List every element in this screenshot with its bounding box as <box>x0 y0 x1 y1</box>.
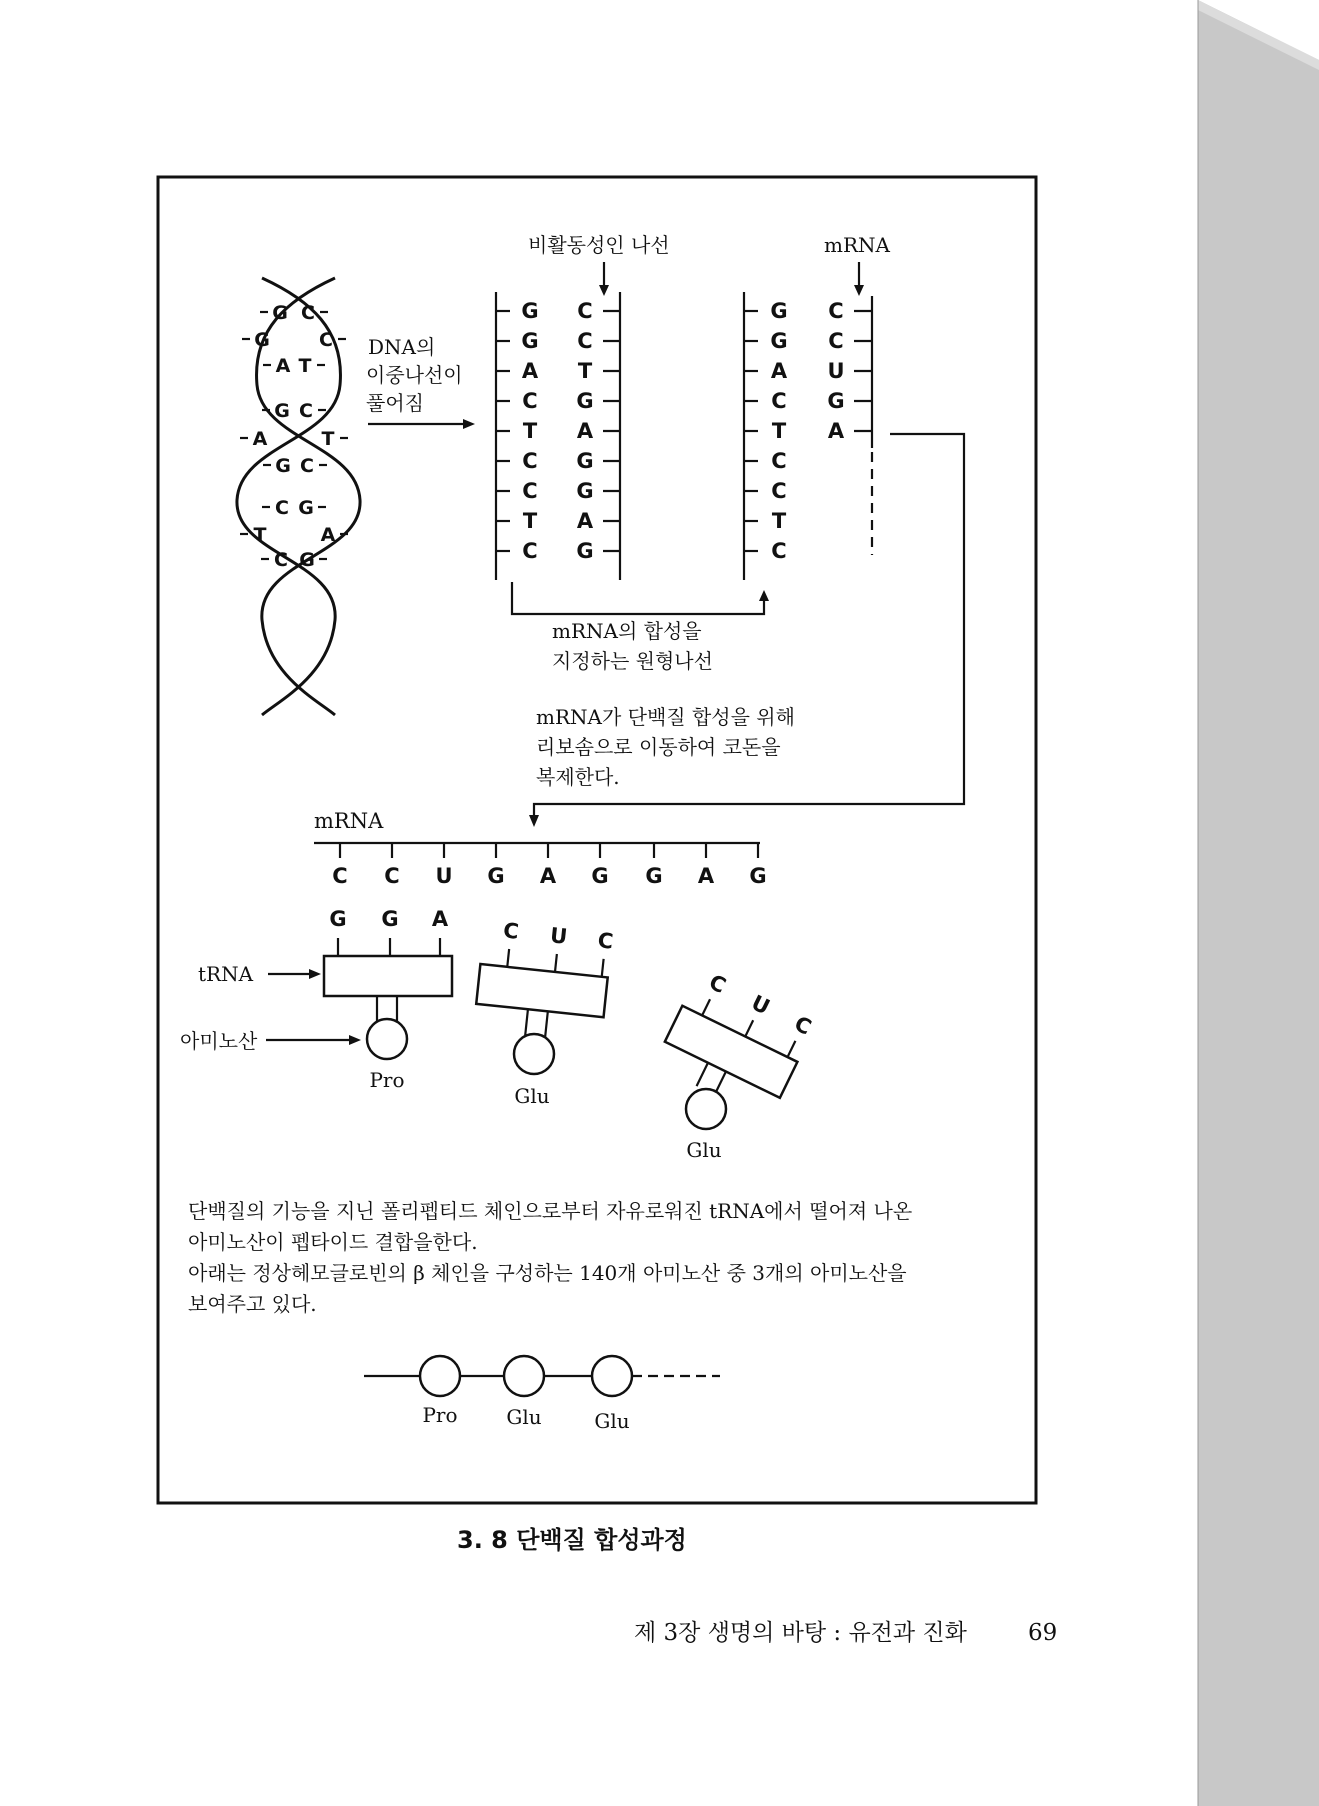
dna-unwind-label <box>366 335 475 429</box>
trna-1 <box>324 907 452 1092</box>
mrna-strand <box>314 843 767 888</box>
left-strand-base-5: T <box>522 419 538 443</box>
amino-acid-label: 아미노산 <box>180 1029 258 1053</box>
inactive-strand-base-9: G <box>576 539 594 563</box>
left-strand-base-6: C <box>522 449 538 473</box>
mrna-top-label: mRNA <box>824 233 890 257</box>
template-strand-base-9: C <box>771 539 787 563</box>
inactive-strand-base-5: A <box>576 419 594 443</box>
trna-1-amino-acid <box>367 1019 407 1059</box>
figure-caption: 3. 8 단백질 합성과정 <box>457 1526 687 1554</box>
dna-base-6-right: C <box>300 455 314 477</box>
page-number: 69 <box>1028 1620 1058 1646</box>
trna-label: tRNA <box>198 962 254 986</box>
left-strand-base-2: G <box>521 329 539 353</box>
chain-amino-1 <box>420 1356 460 1396</box>
chain-label-2: Glu <box>506 1405 542 1429</box>
mrna-strand-base-5: A <box>539 864 557 888</box>
dna-base-5-right: T <box>321 428 335 450</box>
dna-base-3-left: A <box>275 355 291 377</box>
template-label-line-2: 지정하는 원형나선 <box>552 649 713 673</box>
unwound-inactive-strand <box>576 292 620 580</box>
trna-1-base-3: A <box>431 907 449 931</box>
mrna-strand-base-4: G <box>487 864 505 888</box>
dna-base-9-right: G <box>299 549 315 571</box>
trna-1-amino-label: Pro <box>369 1068 405 1092</box>
dna-base-1-left: G <box>272 302 288 324</box>
mrna-strand-base-3: U <box>435 864 453 888</box>
left-strand-base-1: G <box>521 299 539 323</box>
dna-label-line-1: DNA의 <box>368 335 436 359</box>
mrna-strand-base-8: A <box>697 864 715 888</box>
inactive-strand-base-7: G <box>576 479 594 503</box>
dna-base-4-left: G <box>274 400 290 422</box>
inactive-strand-base-4: G <box>576 389 594 413</box>
dna-base-7-left: C <box>275 497 289 519</box>
inactive-strand-label: 비활동성인 나선 <box>528 233 670 257</box>
transport-note-line-3: 복제한다. <box>536 765 620 789</box>
trna-2-amino-label: Glu <box>514 1084 550 1108</box>
left-strand-base-4: C <box>522 389 538 413</box>
unwound-left-strand <box>496 292 539 580</box>
template-strand-base-7: C <box>771 479 787 503</box>
trna-3-body <box>665 1006 798 1098</box>
template-strand-base-8: T <box>771 509 787 533</box>
trna-3-amino-acid <box>686 1089 726 1129</box>
trna-2-base-3: C <box>596 928 615 954</box>
mrna-top-strand <box>827 296 872 555</box>
description-line-4: 보여주고 있다. <box>188 1292 317 1316</box>
template-strand-base-5: T <box>771 419 787 443</box>
dna-base-1-right: C <box>301 302 315 324</box>
trna-3-base-3: C <box>790 1011 816 1040</box>
left-strand-base-8: T <box>522 509 538 533</box>
chain-label-1: Pro <box>422 1403 458 1427</box>
template-strand-base-3: A <box>770 359 788 383</box>
dna-double-helix <box>237 278 360 715</box>
mrna-strand-base-9: G <box>749 864 767 888</box>
dna-base-2-right: C <box>319 329 333 351</box>
trna-3-base-2: U <box>747 990 774 1020</box>
template-strand-base-4: C <box>771 389 787 413</box>
trna-3 <box>653 964 818 1122</box>
trna-2-base-1: C <box>502 918 520 944</box>
trna-3-base-1: C <box>705 969 730 999</box>
description-line-2: 아미노산이 펩타이드 결합을한다. <box>188 1230 478 1254</box>
chapter-title: 제 3장 생명의 바탕 : 유전과 진화 <box>634 1620 967 1646</box>
template-bracket <box>512 582 769 614</box>
template-strand <box>744 292 788 580</box>
mrna-top-base-1: C <box>828 299 844 323</box>
mrna-top-base-2: C <box>828 329 844 353</box>
template-label-line-1: mRNA의 합성을 <box>552 619 702 643</box>
left-strand-base-7: C <box>522 479 538 503</box>
mrna-strand-base-6: G <box>591 864 609 888</box>
transport-note-line-1: mRNA가 단백질 합성을 위해 <box>536 705 795 729</box>
trna-2-amino-acid <box>514 1034 554 1074</box>
dna-base-8-right: A <box>320 524 336 546</box>
trna-3-amino-label: Glu <box>686 1138 722 1162</box>
dna-base-3-right: T <box>298 355 312 377</box>
dna-base-5-left: A <box>252 428 268 450</box>
dna-base-6-left: G <box>275 455 291 477</box>
inactive-strand-base-2: C <box>577 329 593 353</box>
inactive-strand-base-3: T <box>577 359 593 383</box>
template-strand-base-6: C <box>771 449 787 473</box>
inactive-strand-base-1: C <box>577 299 593 323</box>
trna-1-body <box>324 956 452 996</box>
chain-amino-2 <box>504 1356 544 1396</box>
trna-2-base-2: U <box>549 923 569 949</box>
trna-1-base-2: G <box>381 907 399 931</box>
template-strand-base-1: G <box>770 299 788 323</box>
left-strand-base-3: A <box>521 359 539 383</box>
mrna-top-base-5: A <box>827 419 845 443</box>
mrna-top-base-4: G <box>827 389 845 413</box>
chain-label-3: Glu <box>594 1409 630 1433</box>
mrna-strand-base-2: C <box>384 864 400 888</box>
transport-note-line-2: 리보솜으로 이동하여 코돈을 <box>536 735 781 759</box>
chain-amino-3 <box>592 1356 632 1396</box>
dna-base-7-right: G <box>298 497 314 519</box>
trna-1-base-1: G <box>329 907 347 931</box>
description-line-3: 아래는 정상헤모글로빈의 β 체인을 구성하는 140개 아미노산 중 3개의 아미노산을 <box>188 1261 907 1285</box>
left-strand-base-9: C <box>522 539 538 563</box>
trna-2 <box>474 916 615 1043</box>
template-strand-base-2: G <box>770 329 788 353</box>
book-side-edge <box>1198 0 1319 1806</box>
dna-base-2-left: G <box>254 329 270 351</box>
trna-2-body <box>476 964 607 1017</box>
dna-label-line-2: 이중나선이 <box>366 363 463 387</box>
inactive-strand-base-8: A <box>576 509 594 533</box>
mrna-strand-base-7: G <box>645 864 663 888</box>
dna-base-8-left: T <box>253 524 267 546</box>
mrna-strand-label: mRNA <box>314 809 384 833</box>
description-line-1: 단백질의 기능을 지닌 폴리펩티드 체인으로부터 자유로워진 tRNA에서 떨어져 나온 <box>188 1199 913 1223</box>
inactive-strand-base-6: G <box>576 449 594 473</box>
dna-label-line-3: 풀어짐 <box>366 391 424 415</box>
mrna-strand-base-1: C <box>332 864 348 888</box>
dna-base-9-left: C <box>274 549 288 571</box>
peptide-chain <box>364 1356 720 1433</box>
mrna-top-base-3: U <box>827 359 845 383</box>
dna-base-4-right: C <box>299 400 313 422</box>
